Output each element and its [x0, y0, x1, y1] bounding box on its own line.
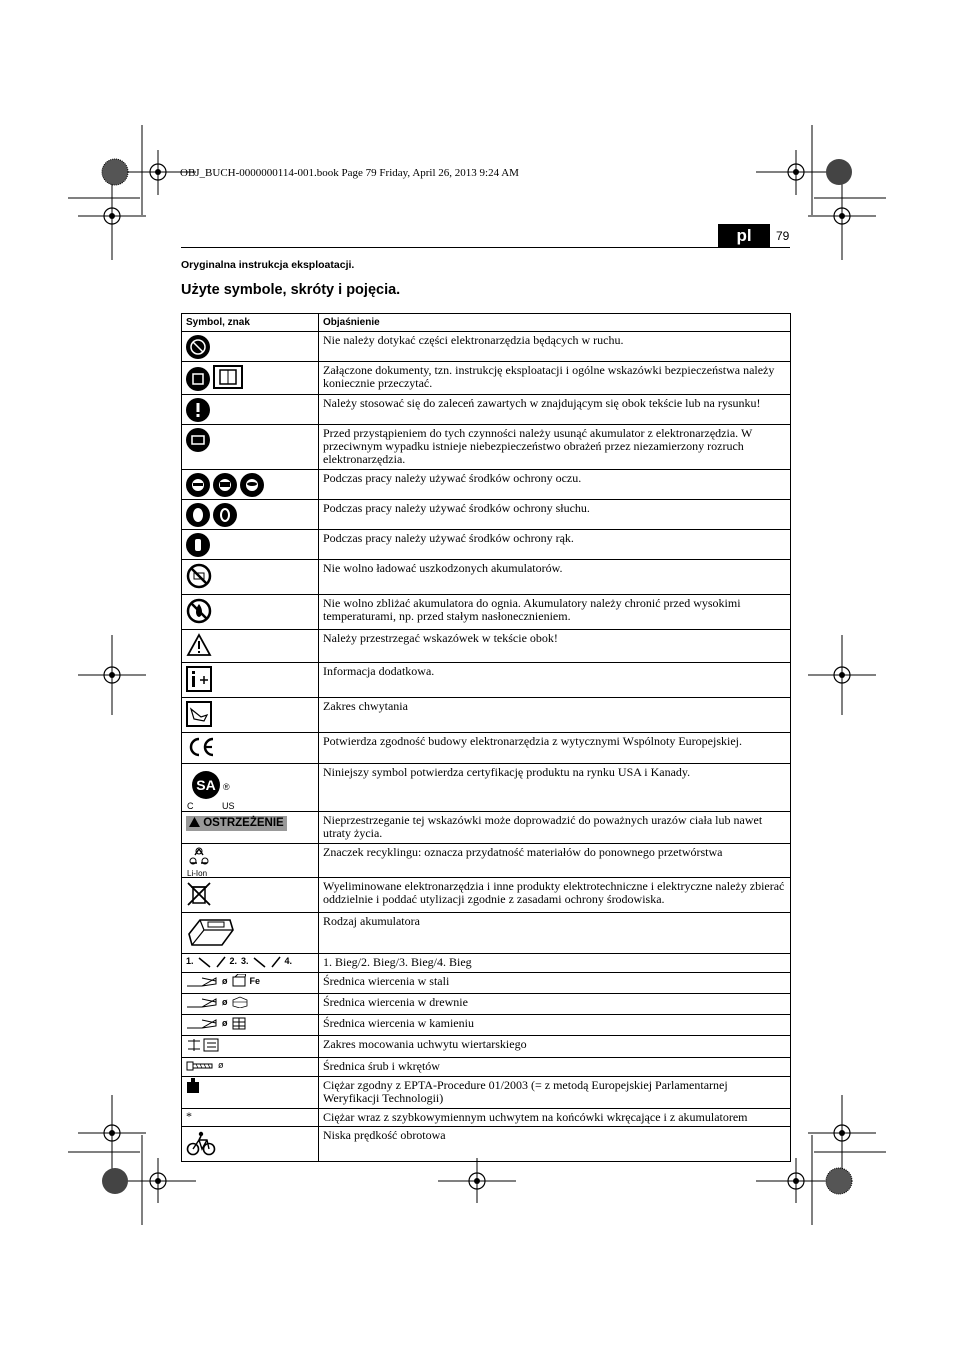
table-row	[182, 913, 791, 954]
explanation-cell: Nie należy dotykać części elektronarzędzia będących w ruchu.	[319, 332, 791, 362]
column-header-symbol: Symbol, znak	[182, 314, 319, 332]
svg-text:SA: SA	[196, 777, 216, 793]
symbol-cell	[182, 425, 319, 470]
explanation-cell: Średnica wiercenia w stali	[319, 973, 791, 994]
explanation-cell: Średnica wiercenia w kamieniu	[319, 1015, 791, 1036]
table-row	[182, 1127, 791, 1162]
symbol-cell	[182, 1127, 319, 1162]
diameter-symbol: ø	[222, 1017, 228, 1028]
symbol-cell	[182, 1077, 319, 1109]
table-row	[182, 812, 791, 844]
table-row	[182, 1109, 791, 1127]
csa-mark-icon	[190, 769, 222, 804]
symbol-cell	[182, 595, 319, 630]
explanation-cell: Zakres mocowania uchwytu wiertarskiego	[319, 1036, 791, 1058]
face-shield-icon	[213, 473, 237, 497]
explanation-cell: Załączone dokumenty, tzn. instrukcję eksploatacji i ogólne wskazówki bezpieczeństwa należy koniecznie przeczytać.	[319, 362, 791, 395]
explanation-cell: Podczas pracy należy używać środków ochrony rąk.	[319, 530, 791, 560]
screw-diameter-icon	[186, 1059, 314, 1072]
low-speed-bicycle-icon	[186, 1130, 216, 1159]
document-subtitle: Oryginalna instrukcja eksploatacji.	[181, 259, 355, 271]
diameter-symbol: ø	[222, 975, 228, 986]
gear-2-label: 2.	[229, 956, 238, 966]
symbol-cell	[182, 332, 319, 362]
explanation-cell: Podczas pracy należy używać środków ochrony oczu.	[319, 470, 791, 500]
symbol-cell	[182, 1015, 319, 1036]
symbols-table	[181, 313, 791, 1162]
explanation-cell: Ciężar zgodny z EPTA-Procedure 01/2003 (= z metodą Europejskiej Parlamentarnej Weryfikacji Technologii)	[319, 1077, 791, 1109]
grip-area-icon	[186, 701, 212, 730]
table-row	[182, 1077, 791, 1109]
explanation-cell: Przed przystąpieniem do tych czynności należy usunąć akumulator z elektronarzędzia. W przeciwnym wypadku istnieje niebezpieczeństwo obrażeń przez niezamierzony rozruch elektronarzędzia.	[319, 425, 791, 470]
symbol-cell	[182, 560, 319, 595]
read-documents-icon	[213, 365, 243, 392]
explanation-cell: Informacja dodatkowa.	[319, 663, 791, 698]
table-row	[182, 425, 791, 470]
no-fire-icon	[186, 598, 212, 627]
symbol-cell	[182, 698, 319, 733]
weight-icon	[186, 1083, 200, 1097]
csa-registered-label: ®	[223, 782, 230, 792]
table-row	[182, 1036, 791, 1058]
table-row	[182, 530, 791, 560]
explanation-cell: Zakres chwytania	[319, 698, 791, 733]
no-damaged-battery-charging-icon	[186, 563, 212, 592]
explanation-cell: Należy przestrzegać wskazówek w tekście obok!	[319, 630, 791, 663]
table-row	[182, 362, 791, 395]
asterisk-icon: *	[186, 1109, 192, 1123]
drill-steel-icon	[186, 974, 314, 988]
table-row	[182, 698, 791, 733]
table-row	[182, 470, 791, 500]
explanation-cell: 1. Bieg/2. Bieg/3. Bieg/4. Bieg	[319, 954, 791, 973]
table-row	[182, 1015, 791, 1036]
symbol-cell	[182, 994, 319, 1015]
diameter-symbol: ø	[218, 1060, 224, 1070]
explanation-cell: Należy stosować się do zaleceń zawartych w znajdującym się obok tekście lub na rysunku!	[319, 395, 791, 425]
goggles-icon	[240, 473, 264, 497]
table-row	[182, 994, 791, 1015]
table-row	[182, 560, 791, 595]
table-row	[182, 764, 791, 812]
table-row	[182, 844, 791, 878]
ear-muff-icon	[213, 503, 237, 527]
weee-bin-icon	[186, 881, 212, 910]
table-row	[182, 395, 791, 425]
explanation-cell: Podczas pracy należy używać środków ochrony słuchu.	[319, 500, 791, 530]
explanation-cell: Nie wolno ładować uszkodzonych akumulatorów.	[319, 560, 791, 595]
battery-type-icon	[186, 916, 236, 951]
table-row	[182, 332, 791, 362]
symbol-cell	[182, 630, 319, 663]
remove-battery-icon	[186, 428, 210, 452]
explanation-cell: Znaczek recyklingu: oznacza przydatność materiałów do ponownego przetwórstwa	[319, 844, 791, 878]
warning-label-icon	[186, 816, 287, 831]
symbol-cell	[182, 733, 319, 764]
drill-stone-icon	[186, 1016, 314, 1030]
explanation-cell: Potwierdza zgodność budowy elektronarzędzia z wytycznymi Wspólnoty Europejskiej.	[319, 733, 791, 764]
symbol-cell	[182, 500, 319, 530]
table-row	[182, 663, 791, 698]
eye-protection-icon	[186, 473, 210, 497]
gear-1-label: 1.	[186, 956, 194, 966]
page-number: 79	[776, 229, 790, 243]
symbol-cell	[182, 470, 319, 500]
explanation-cell: Średnica wiercenia w drewnie	[319, 994, 791, 1015]
symbol-cell	[182, 913, 319, 954]
warning-triangle-icon	[186, 633, 212, 660]
symbol-cell	[182, 954, 319, 973]
symbol-cell	[182, 764, 319, 812]
explanation-cell: Ciężar wraz z szybkowymiennym uchwytem na końcówki wkręcające i z akumulatorem	[319, 1109, 791, 1127]
explanation-cell: Niska prędkość obrotowa	[319, 1127, 791, 1162]
explanation-cell: Niniejszy symbol potwierdza certyfikację produktu na rynku USA i Kanady.	[319, 764, 791, 812]
explanation-cell: Nie wolno zbliżać akumulatora do ognia. Akumulatory należy chronić przed wysokimi temperaturami, np. przed stałym nasłonecznieniem.	[319, 595, 791, 630]
column-header-explanation: Objaśnienie	[319, 314, 791, 332]
explanation-cell: Wyeliminowane elektronarzędzia i inne produkty elektrotechniczne i elektryczne należy zbierać oddzielnie i poddać utylizacji zgodnie z zasadami ochrony środowiska.	[319, 878, 791, 913]
table-row	[182, 954, 791, 973]
gear-4-label: 4.	[284, 956, 293, 966]
diameter-symbol: ø	[222, 996, 228, 1007]
symbol-cell	[182, 530, 319, 560]
warning-label-text: OSTRZEŻENIE	[203, 817, 284, 829]
hand-protection-icon	[186, 533, 210, 557]
table-row	[182, 500, 791, 530]
csa-us-label: US	[222, 801, 235, 811]
language-badge: pl	[718, 224, 770, 247]
drill-wood-icon	[186, 995, 314, 1009]
table-row	[182, 733, 791, 764]
table-row	[182, 595, 791, 630]
li-ion-label: Li-Ion	[187, 869, 208, 878]
info-icon	[186, 666, 212, 695]
symbol-cell	[182, 1058, 319, 1077]
explanation-cell: Nieprzestrzeganie tej wskazówki może doprowadzić do poważnych urazów ciała lub nawet utraty życia.	[319, 812, 791, 844]
symbol-cell	[182, 973, 319, 994]
table-header-row	[182, 314, 791, 332]
table-row	[182, 1058, 791, 1077]
symbol-cell	[182, 1109, 319, 1127]
csa-c-label: C	[187, 801, 194, 811]
mandatory-icon	[186, 398, 210, 422]
symbol-cell	[182, 844, 319, 878]
symbol-cell	[182, 1036, 319, 1058]
gears-icon	[186, 955, 314, 968]
table-row	[182, 973, 791, 994]
symbol-cell	[182, 812, 319, 844]
symbol-cell	[182, 878, 319, 913]
symbol-cell	[182, 663, 319, 698]
table-row	[182, 878, 791, 913]
table-row	[182, 630, 791, 663]
read-manual-icon	[186, 367, 210, 391]
explanation-cell: Średnica śrub i wkrętów	[319, 1058, 791, 1077]
section-title: Użyte symbole, skróty i pojęcia.	[181, 282, 401, 298]
no-touch-moving-parts-icon	[186, 335, 210, 359]
explanation-cell: Rodzaj akumulatora	[319, 913, 791, 954]
ce-mark-icon	[186, 736, 216, 761]
chuck-range-icon	[186, 1042, 220, 1056]
ear-protection-icon	[186, 503, 210, 527]
gear-3-label: 3.	[241, 956, 249, 966]
book-info-line: OBJ_BUCH-0000000114-001.book Page 79 Friday, April 26, 2013 9:24 AM	[180, 167, 519, 179]
symbol-cell	[182, 395, 319, 425]
header-rule	[181, 247, 790, 248]
symbol-cell	[182, 362, 319, 395]
steel-fe-label: Fe	[249, 975, 261, 986]
